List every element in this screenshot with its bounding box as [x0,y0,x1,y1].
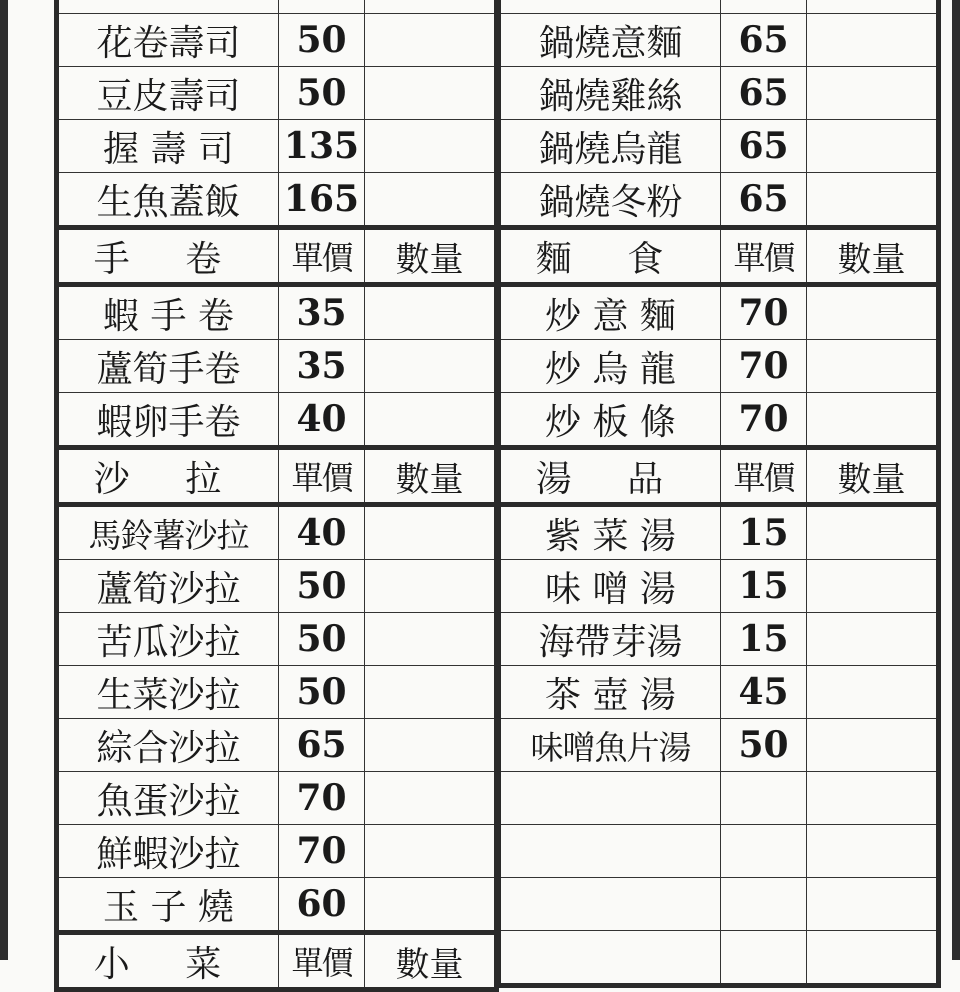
section-header-row [57,228,497,285]
menu-item-name: 蘆筍手卷 [57,340,279,393]
menu-item-row [57,613,497,666]
menu-item-row [57,719,497,772]
menu-item-price: 50 [279,560,365,613]
menu-item-name: 炒 烏 龍 [499,340,721,393]
menu-item-row [57,340,497,393]
quantity-entry-cell[interactable] [365,14,497,67]
quantity-entry-cell[interactable] [807,173,939,228]
menu-item-name: 魚蛋沙拉 [57,772,279,825]
menu-item-name: 炒 意 麵 [499,285,721,340]
section-title: 麵 食 [499,228,721,285]
menu-item-name: 生魚蓋飯 [57,173,279,228]
menu-item-name: 紫 菜 湯 [499,505,721,560]
menu-item-price: 65 [721,67,807,120]
menu-item-row [57,173,497,228]
menu-item-price: 70 [279,825,365,878]
quantity-header: 數量 [365,933,497,990]
menu-item-name: 握 壽 司 [57,120,279,173]
menu-item-price: 35 [279,285,365,340]
menu-item-price: 135 [279,120,365,173]
empty-cell [721,772,807,825]
menu-item-price: 50 [721,719,807,772]
empty-row [499,878,939,931]
menu-item-name: 蝦 手 卷 [57,285,279,340]
menu-item-name: 味 噌 湯 [499,560,721,613]
menu-item-row [57,14,497,67]
empty-cell [807,772,939,825]
unit-price-header: 單價 [721,228,807,285]
menu-item-price: 70 [721,393,807,448]
cut-off-cell [721,0,807,14]
menu-item-name: 苦瓜沙拉 [57,613,279,666]
menu-item-row [57,878,497,933]
menu-item-name: 蘆筍沙拉 [57,560,279,613]
quantity-entry-cell[interactable] [807,393,939,448]
quantity-entry-cell[interactable] [365,666,497,719]
menu-item-name: 海帶芽湯 [499,613,721,666]
quantity-entry-cell[interactable] [365,67,497,120]
menu-item-price: 50 [279,666,365,719]
section-title: 手 卷 [57,228,279,285]
empty-cell [721,825,807,878]
empty-cell [721,931,807,986]
menu-item-price: 35 [279,340,365,393]
empty-cell [499,931,721,986]
unit-price-header: 單價 [279,448,365,505]
menu-item-name: 蝦卵手卷 [57,393,279,448]
menu-item-price: 65 [721,173,807,228]
quantity-entry-cell[interactable] [365,719,497,772]
cut-off-cell [499,0,721,14]
quantity-entry-cell[interactable] [807,505,939,560]
unit-price-header: 單價 [279,228,365,285]
quantity-entry-cell[interactable] [365,878,497,933]
quantity-entry-cell[interactable] [807,719,939,772]
section-header-row [499,448,939,505]
empty-cell [721,878,807,931]
section-title: 沙 拉 [57,448,279,505]
menu-item-price: 65 [721,14,807,67]
menu-item-row [57,67,497,120]
menu-item-name: 玉 子 燒 [57,878,279,933]
menu-item-name: 鍋燒意麵 [499,14,721,67]
menu-item-name: 味噌魚片湯 [499,719,721,772]
menu-item-row [499,393,939,448]
menu-item-name: 花卷壽司 [57,14,279,67]
quantity-entry-cell[interactable] [365,393,497,448]
menu-item-row [499,340,939,393]
page-edge-right [952,0,960,960]
menu-item-name: 綜合沙拉 [57,719,279,772]
menu-item-price: 65 [721,120,807,173]
cut-off-cell [807,0,939,14]
quantity-entry-cell[interactable] [365,560,497,613]
section-title: 湯 品 [499,448,721,505]
quantity-entry-cell[interactable] [807,67,939,120]
menu-item-row [499,14,939,67]
menu-item-row [57,560,497,613]
quantity-entry-cell[interactable] [365,173,497,228]
menu-item-row [57,393,497,448]
section-title: 小 菜 [57,933,279,990]
menu-item-name: 馬鈴薯沙拉 [57,505,279,560]
empty-cell [807,878,939,931]
menu-item-price: 50 [279,613,365,666]
cut-off-row [499,0,939,14]
quantity-entry-cell[interactable] [365,772,497,825]
menu-item-price: 45 [721,666,807,719]
quantity-entry-cell[interactable] [365,340,497,393]
empty-cell [807,825,939,878]
menu-item-row [57,120,497,173]
empty-cell [807,931,939,986]
section-header-row [57,448,497,505]
menu-item-row [57,772,497,825]
right-menu-table [496,0,941,988]
quantity-header: 數量 [807,228,939,285]
quantity-entry-cell[interactable] [365,505,497,560]
menu-item-name: 鮮蝦沙拉 [57,825,279,878]
menu-item-row [499,560,939,613]
menu-item-price: 40 [279,393,365,448]
menu-item-row [57,505,497,560]
empty-cell [499,825,721,878]
menu-item-name: 鍋燒冬粉 [499,173,721,228]
empty-cell [499,878,721,931]
menu-item-price: 15 [721,560,807,613]
empty-row [499,931,939,986]
menu-item-row [499,67,939,120]
menu-item-price: 50 [279,14,365,67]
menu-item-name: 炒 板 條 [499,393,721,448]
menu-item-price: 50 [279,67,365,120]
menu-item-name: 豆皮壽司 [57,67,279,120]
menu-item-name: 鍋燒烏龍 [499,120,721,173]
menu-item-row [57,666,497,719]
menu-item-row [499,666,939,719]
menu-item-price: 15 [721,505,807,560]
menu-item-price: 70 [721,285,807,340]
cut-off-cell [365,0,497,14]
menu-item-row [499,613,939,666]
menu-item-price: 70 [279,772,365,825]
quantity-entry-cell[interactable] [807,285,939,340]
empty-cell [499,772,721,825]
cut-off-row [57,0,497,14]
quantity-entry-cell[interactable] [365,613,497,666]
quantity-entry-cell[interactable] [365,285,497,340]
menu-item-row [57,285,497,340]
menu-item-price: 60 [279,878,365,933]
menu-item-row [57,825,497,878]
quantity-entry-cell[interactable] [807,560,939,613]
section-header-row [499,228,939,285]
menu-item-price: 165 [279,173,365,228]
unit-price-header: 單價 [721,448,807,505]
quantity-entry-cell[interactable] [807,666,939,719]
cut-off-cell [57,0,279,14]
menu-item-price: 65 [279,719,365,772]
menu-item-name: 生菜沙拉 [57,666,279,719]
quantity-header: 數量 [365,448,497,505]
menu-item-row [499,285,939,340]
cut-off-cell [279,0,365,14]
left-menu-table [54,0,499,992]
menu-item-row [499,120,939,173]
empty-row [499,772,939,825]
menu-item-row [499,719,939,772]
menu-item-row [499,173,939,228]
quantity-entry-cell[interactable] [365,120,497,173]
quantity-entry-cell[interactable] [807,613,939,666]
menu-item-price: 15 [721,613,807,666]
empty-row [499,825,939,878]
menu-item-name: 鍋燒雞絲 [499,67,721,120]
unit-price-header: 單價 [279,933,365,990]
section-header-row [57,933,497,990]
menu-item-row [499,505,939,560]
menu-item-name: 茶 壺 湯 [499,666,721,719]
quantity-entry-cell[interactable] [807,120,939,173]
quantity-entry-cell[interactable] [365,825,497,878]
page-edge-left [0,0,8,960]
menu-item-price: 70 [721,340,807,393]
quantity-header: 數量 [807,448,939,505]
quantity-entry-cell[interactable] [807,14,939,67]
quantity-entry-cell[interactable] [807,340,939,393]
menu-item-price: 40 [279,505,365,560]
quantity-header: 數量 [365,228,497,285]
